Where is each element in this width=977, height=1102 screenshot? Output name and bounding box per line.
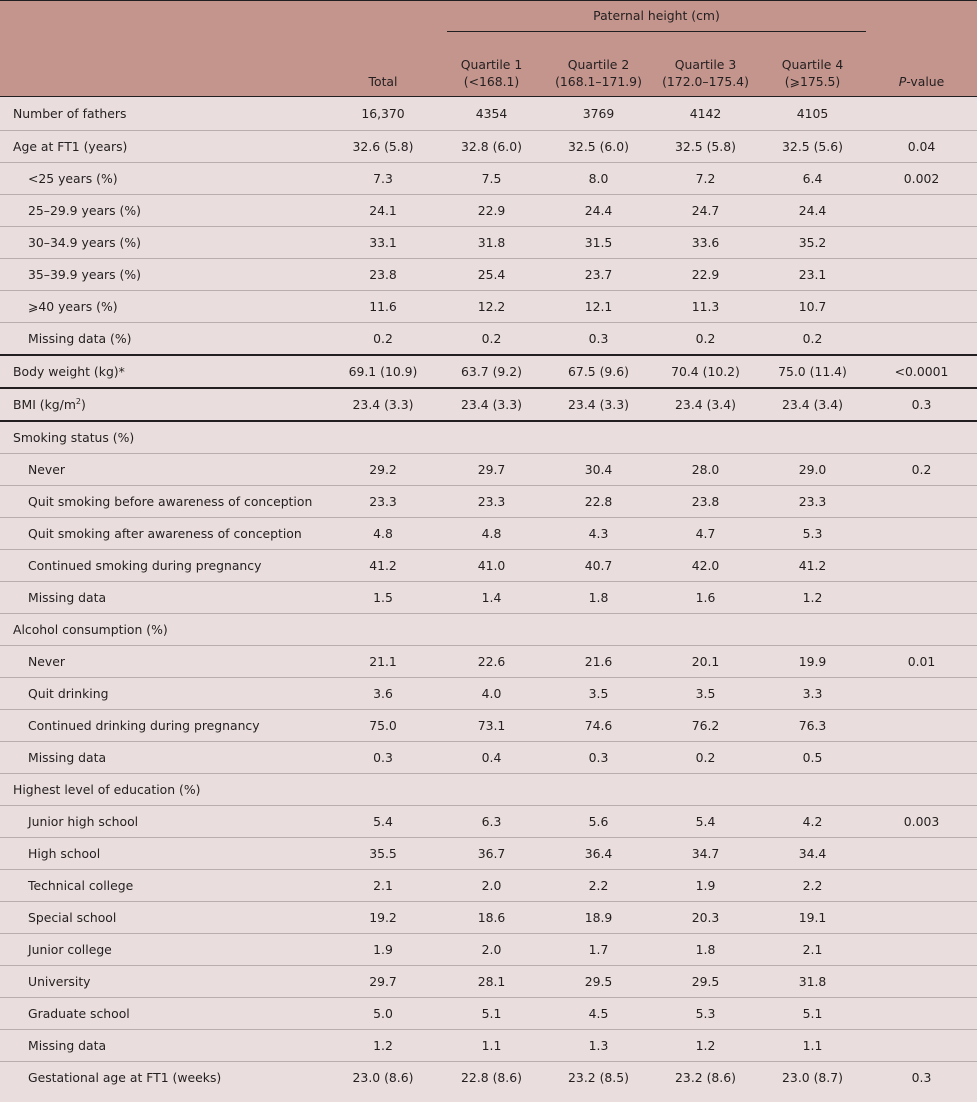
quartile-3-cell: 23.2 (8.6): [675, 1070, 736, 1085]
quartile-3-cell: 76.2: [691, 718, 720, 733]
total-cell: [328, 614, 438, 646]
table-row: [0, 710, 977, 742]
p-value-cell: 0.2: [911, 462, 932, 477]
row-label: 35–39.9 years (%): [28, 267, 141, 282]
row-label: Quit smoking before awareness of conception: [28, 494, 313, 509]
quartile-4-cell: 32.5 (5.6): [782, 139, 843, 154]
row-label: Missing data (%): [28, 331, 132, 346]
quartile-1-cell: 12.2: [477, 299, 506, 314]
quartile-2-cell: 3.5: [588, 686, 609, 701]
quartile-4-cell: 31.8: [798, 974, 827, 989]
quartile-3-cell: 1.6: [695, 590, 716, 605]
quartile-4-cell: 1.1: [802, 1038, 823, 1053]
row-label: Body weight (kg)*: [13, 364, 125, 379]
quartile-2-cell: 3769: [582, 106, 615, 121]
total-cell: 5.0: [373, 1006, 393, 1021]
quartile-3-cell: 33.6: [691, 235, 720, 250]
row-label: Continued drinking during pregnancy: [28, 718, 260, 733]
p-value-cell: [866, 291, 977, 323]
quartile-3-cell: [652, 774, 759, 806]
table-row: [0, 259, 977, 291]
total-cell: 24.1: [369, 203, 397, 218]
p-value-cell: [866, 550, 977, 582]
quartile-3-cell: 11.3: [691, 299, 720, 314]
quartile-1-cell: 23.3: [477, 494, 506, 509]
header-quartile-4: [759, 32, 866, 97]
quartile-1-cell: 22.6: [477, 654, 506, 669]
total-cell: 33.1: [369, 235, 397, 250]
quartile-2-range: (168.1–171.9): [555, 74, 642, 89]
quartile-3-cell: 3.5: [695, 686, 716, 701]
quartile-1-range: (<168.1): [463, 74, 520, 89]
table-row: [0, 678, 977, 710]
header-label-column: [0, 32, 328, 97]
quartile-4-cell: [759, 774, 866, 806]
quartile-2-cell: 23.4 (3.3): [568, 397, 629, 412]
p-value-cell: [866, 259, 977, 291]
quartile-3-cell: 4.7: [695, 526, 716, 541]
quartile-3-cell: 24.7: [691, 203, 720, 218]
quartile-4-cell: 2.1: [802, 942, 823, 957]
p-value-cell: [866, 774, 977, 806]
quartile-3-cell: 32.5 (5.8): [675, 139, 736, 154]
quartile-1-cell: [438, 421, 545, 454]
row-label: Gestational age at FT1 (weeks): [28, 1070, 222, 1085]
total-cell: 19.2: [369, 910, 397, 925]
quartile-4-cell: 3.3: [802, 686, 823, 701]
row-label: Age at FT1 (years): [13, 139, 128, 154]
total-cell: 1.5: [373, 590, 393, 605]
row-label: ⩾40 years (%): [28, 299, 118, 314]
total-cell: 23.8: [369, 267, 397, 282]
quartile-2-cell: [545, 614, 652, 646]
total-cell: 23.0 (8.6): [352, 1070, 414, 1085]
table-row: [0, 934, 977, 966]
quartile-1-cell: [438, 774, 545, 806]
total-cell: 21.1: [369, 654, 397, 669]
header-blank: [0, 1, 328, 33]
total-cell: 5.4: [373, 814, 393, 829]
p-value-cell: 0.002: [903, 171, 940, 186]
quartile-4-cell: 35.2: [798, 235, 827, 250]
p-value-cell: [866, 1030, 977, 1062]
quartile-3-cell: 22.9: [691, 267, 720, 282]
quartile-2-cell: 8.0: [588, 171, 609, 186]
p-value-cell: [866, 998, 977, 1030]
p-value-cell: [866, 838, 977, 870]
row-label: Quit smoking after awareness of conception: [28, 526, 302, 541]
quartile-4-cell: 41.2: [798, 558, 827, 573]
table-row: [0, 774, 977, 806]
row-label: Highest level of education (%): [13, 782, 201, 797]
quartile-1-cell: 22.8 (8.6): [461, 1070, 522, 1085]
quartile-2-cell: 12.1: [584, 299, 613, 314]
quartile-3-cell: 4142: [689, 106, 722, 121]
quartile-1-cell: 41.0: [477, 558, 506, 573]
p-value-cell: [866, 678, 977, 710]
row-label-text-end: ): [81, 397, 86, 412]
quartile-4-cell: [759, 421, 866, 454]
total-cell: [328, 774, 438, 806]
quartile-4-cell: 23.1: [798, 267, 827, 282]
table-row: [0, 227, 977, 259]
row-label: University: [28, 974, 91, 989]
quartile-1-cell: 4354: [475, 106, 508, 121]
header-p-value: [866, 32, 977, 97]
quartile-2-cell: 23.7: [584, 267, 613, 282]
quartile-4-cell: 19.9: [798, 654, 827, 669]
quartile-3-cell: 0.2: [695, 331, 716, 346]
total-cell: 23.3: [369, 494, 397, 509]
quartile-2-title: Quartile 2: [567, 57, 630, 72]
quartile-3-cell: 42.0: [691, 558, 720, 573]
quartile-3-cell: 23.8: [691, 494, 720, 509]
p-value-cell: [866, 934, 977, 966]
table-row: [0, 966, 977, 998]
row-label: 30–34.9 years (%): [28, 235, 141, 250]
quartile-1-cell: 0.4: [481, 750, 502, 765]
table-row: [0, 1062, 977, 1094]
quartile-1-cell: 7.5: [481, 171, 502, 186]
quartile-4-cell: 2.2: [802, 878, 823, 893]
row-label: Missing data: [28, 590, 107, 605]
quartile-4-cell: 23.0 (8.7): [782, 1070, 843, 1085]
table-row: [0, 421, 977, 454]
table-row: [0, 486, 977, 518]
quartile-2-cell: 2.2: [588, 878, 609, 893]
quartile-1-cell: [438, 614, 545, 646]
quartile-1-cell: 63.7 (9.2): [461, 364, 522, 379]
row-label: Number of fathers: [13, 106, 127, 121]
row-label: Never: [28, 654, 65, 669]
total-cell: 16,370: [361, 106, 405, 121]
quartile-2-cell: 5.6: [588, 814, 609, 829]
p-rest: -value: [906, 74, 945, 89]
p-value-cell: [866, 195, 977, 227]
p-value-cell: [866, 227, 977, 259]
quartile-1-cell: 25.4: [477, 267, 506, 282]
quartile-4-cell: 0.5: [802, 750, 823, 765]
row-label: Missing data: [28, 1038, 107, 1053]
paternal-height-span-header: [438, 1, 866, 33]
total-cell: 29.2: [369, 462, 397, 477]
quartile-3-cell: 1.2: [695, 1038, 716, 1053]
quartile-2-cell: 31.5: [584, 235, 613, 250]
header-blank: [866, 1, 977, 33]
p-value-cell: [866, 966, 977, 998]
table-row: [0, 902, 977, 934]
quartile-2-cell: [545, 421, 652, 454]
header-quartile-2: [545, 32, 652, 97]
row-label: [0, 388, 328, 421]
quartile-1-title: Quartile 1: [460, 57, 523, 72]
quartile-1-cell: 73.1: [477, 718, 506, 733]
quartile-3-title: Quartile 3: [674, 57, 737, 72]
quartile-1-cell: 23.4 (3.3): [461, 397, 522, 412]
row-label: Quit drinking: [28, 686, 109, 701]
row-label: Special school: [28, 910, 117, 925]
p-value-cell: [866, 97, 977, 131]
table-row: [0, 806, 977, 838]
quartile-1-cell: 5.1: [481, 1006, 502, 1021]
quartile-4-cell: 10.7: [798, 299, 827, 314]
p-value-cell: [866, 323, 977, 356]
table-row: [0, 131, 977, 163]
table-row: [0, 646, 977, 678]
quartile-2-cell: 67.5 (9.6): [568, 364, 629, 379]
table-row: [0, 614, 977, 646]
quartile-4-range: (⩾175.5): [784, 74, 841, 89]
total-cell: 69.1 (10.9): [348, 364, 418, 379]
quartile-1-cell: 2.0: [481, 942, 502, 957]
header-quartile-1: [438, 32, 545, 97]
table-row: [0, 998, 977, 1030]
total-cell: 32.6 (5.8): [352, 139, 414, 154]
quartile-2-cell: 32.5 (6.0): [568, 139, 629, 154]
quartile-1-cell: 2.0: [481, 878, 502, 893]
quartile-1-cell: 6.3: [481, 814, 502, 829]
quartile-1-cell: 36.7: [477, 846, 506, 861]
p-value-cell: 0.3: [911, 397, 932, 412]
row-label: <25 years (%): [28, 171, 118, 186]
quartile-3-cell: [652, 614, 759, 646]
table-row: [0, 1030, 977, 1062]
p-value-cell: [866, 486, 977, 518]
quartile-3-cell: 28.0: [691, 462, 720, 477]
table-row: [0, 454, 977, 486]
row-label: Technical college: [28, 878, 134, 893]
p-value-cell: [866, 902, 977, 934]
quartile-3-cell: 34.7: [691, 846, 720, 861]
quartile-4-title: Quartile 4: [781, 57, 844, 72]
quartile-3-cell: 70.4 (10.2): [671, 364, 740, 379]
total-cell: 41.2: [369, 558, 397, 573]
total-cell: 35.5: [369, 846, 397, 861]
total-cell: 11.6: [369, 299, 397, 314]
table-body: [0, 97, 977, 1094]
quartile-3-cell: 29.5: [691, 974, 720, 989]
total-cell: 0.3: [373, 750, 393, 765]
quartile-4-cell: [759, 614, 866, 646]
quartile-3-range: (172.0–175.4): [662, 74, 749, 89]
quartile-1-cell: 4.8: [481, 526, 502, 541]
row-label: Graduate school: [28, 1006, 130, 1021]
quartile-2-cell: 21.6: [584, 654, 613, 669]
quartile-1-cell: 18.6: [477, 910, 506, 925]
p-value-cell: [866, 742, 977, 774]
total-cell: 29.7: [369, 974, 397, 989]
quartile-4-cell: 5.1: [802, 1006, 823, 1021]
quartile-4-cell: 23.3: [798, 494, 827, 509]
quartile-1-cell: 28.1: [477, 974, 506, 989]
quartile-3-cell: 7.2: [695, 171, 716, 186]
table-row: [0, 97, 977, 131]
table-row: [0, 388, 977, 421]
row-label: Continued smoking during pregnancy: [28, 558, 262, 573]
p-value-cell: <0.0001: [894, 364, 949, 379]
row-label: Smoking status (%): [13, 430, 135, 445]
quartile-2-cell: 1.7: [588, 942, 609, 957]
table-row: [0, 323, 977, 356]
quartile-1-cell: 1.1: [481, 1038, 502, 1053]
quartile-4-cell: 1.2: [802, 590, 823, 605]
table-row: [0, 582, 977, 614]
table-row: [0, 163, 977, 195]
p-value-cell: [866, 518, 977, 550]
quartile-2-cell: 29.5: [584, 974, 613, 989]
total-cell: 1.2: [373, 1038, 393, 1053]
quartile-3-cell: 1.8: [695, 942, 716, 957]
table-row: [0, 838, 977, 870]
quartile-2-cell: 18.9: [584, 910, 613, 925]
row-label: High school: [28, 846, 101, 861]
quartile-2-cell: 30.4: [584, 462, 613, 477]
quartile-3-cell: 20.1: [691, 654, 720, 669]
p-value-cell: 0.3: [911, 1070, 932, 1085]
quartile-2-cell: 23.2 (8.5): [568, 1070, 629, 1085]
row-label: Missing data: [28, 750, 107, 765]
total-cell: 0.2: [373, 331, 393, 346]
quartile-4-cell: 75.0 (11.4): [778, 364, 847, 379]
quartile-2-cell: 0.3: [588, 331, 609, 346]
quartile-4-cell: 23.4 (3.4): [782, 397, 843, 412]
total-cell: [328, 421, 438, 454]
quartile-3-cell: 1.9: [695, 878, 716, 893]
quartile-4-cell: 34.4: [798, 846, 827, 861]
total-cell: 2.1: [373, 878, 393, 893]
quartile-1-cell: 22.9: [477, 203, 506, 218]
quartile-3-cell: 0.2: [695, 750, 716, 765]
quartile-2-cell: 0.3: [588, 750, 609, 765]
quartile-3-cell: 23.4 (3.4): [675, 397, 736, 412]
quartile-1-cell: 32.8 (6.0): [461, 139, 522, 154]
row-label: 25–29.9 years (%): [28, 203, 141, 218]
table-row: [0, 195, 977, 227]
table-row: [0, 742, 977, 774]
quartile-2-cell: 4.5: [588, 1006, 609, 1021]
quartile-4-cell: 24.4: [798, 203, 827, 218]
quartile-2-cell: 36.4: [584, 846, 613, 861]
row-label-superscript: 2: [75, 396, 81, 406]
quartile-4-cell: 19.1: [798, 910, 827, 925]
quartile-2-cell: 1.3: [588, 1038, 609, 1053]
quartile-2-cell: 4.3: [588, 526, 609, 541]
table-row: [0, 870, 977, 902]
quartile-4-cell: 5.3: [802, 526, 823, 541]
p-value-cell: [866, 421, 977, 454]
quartile-1-cell: 31.8: [477, 235, 506, 250]
header-quartile-3: [652, 32, 759, 97]
header-blank: [328, 1, 438, 33]
quartile-3-cell: [652, 421, 759, 454]
quartile-2-cell: 1.8: [588, 590, 609, 605]
quartile-1-cell: 29.7: [477, 462, 506, 477]
total-cell: 75.0: [369, 718, 397, 733]
row-label: Junior college: [28, 942, 112, 957]
p-italic: P: [898, 74, 907, 89]
table-row: [0, 518, 977, 550]
row-label: Junior high school: [28, 814, 139, 829]
total-cell: 1.9: [373, 942, 393, 957]
table-row: [0, 550, 977, 582]
total-cell: 23.4 (3.3): [352, 397, 414, 412]
quartile-2-cell: 74.6: [584, 718, 613, 733]
quartile-4-cell: 0.2: [802, 331, 823, 346]
quartile-3-cell: 20.3: [691, 910, 720, 925]
p-value-cell: [866, 870, 977, 902]
quartile-4-cell: 29.0: [798, 462, 827, 477]
quartile-1-cell: 0.2: [481, 331, 502, 346]
quartile-4-cell: 4.2: [802, 814, 823, 829]
total-cell: 7.3: [373, 171, 393, 186]
quartile-1-cell: 1.4: [481, 590, 502, 605]
quartile-2-cell: 24.4: [584, 203, 613, 218]
p-value-cell: 0.04: [907, 139, 936, 154]
quartile-2-cell: 40.7: [584, 558, 613, 573]
paternal-height-label: Paternal height (cm): [447, 4, 866, 32]
p-value-cell: 0.01: [907, 654, 936, 669]
quartile-1-cell: 4.0: [481, 686, 502, 701]
quartile-3-cell: 5.4: [695, 814, 716, 829]
row-label-text: BMI (kg/m: [13, 397, 76, 412]
quartile-4-cell: 6.4: [802, 171, 823, 186]
p-value-cell: [866, 582, 977, 614]
p-value-cell: 0.003: [903, 814, 940, 829]
table-row: [0, 355, 977, 388]
table-header: [0, 1, 977, 97]
row-label: Never: [28, 462, 65, 477]
quartile-2-cell: [545, 774, 652, 806]
p-value-cell: [866, 710, 977, 742]
total-cell: 3.6: [373, 686, 393, 701]
header-total: Total: [328, 32, 438, 97]
quartile-3-cell: 5.3: [695, 1006, 716, 1021]
quartile-2-cell: 22.8: [584, 494, 613, 509]
p-value-cell: [866, 614, 977, 646]
quartile-4-cell: 4105: [796, 106, 829, 121]
table-row: [0, 291, 977, 323]
total-cell: 4.8: [373, 526, 393, 541]
quartile-4-cell: 76.3: [798, 718, 827, 733]
row-label: Alcohol consumption (%): [13, 622, 168, 637]
